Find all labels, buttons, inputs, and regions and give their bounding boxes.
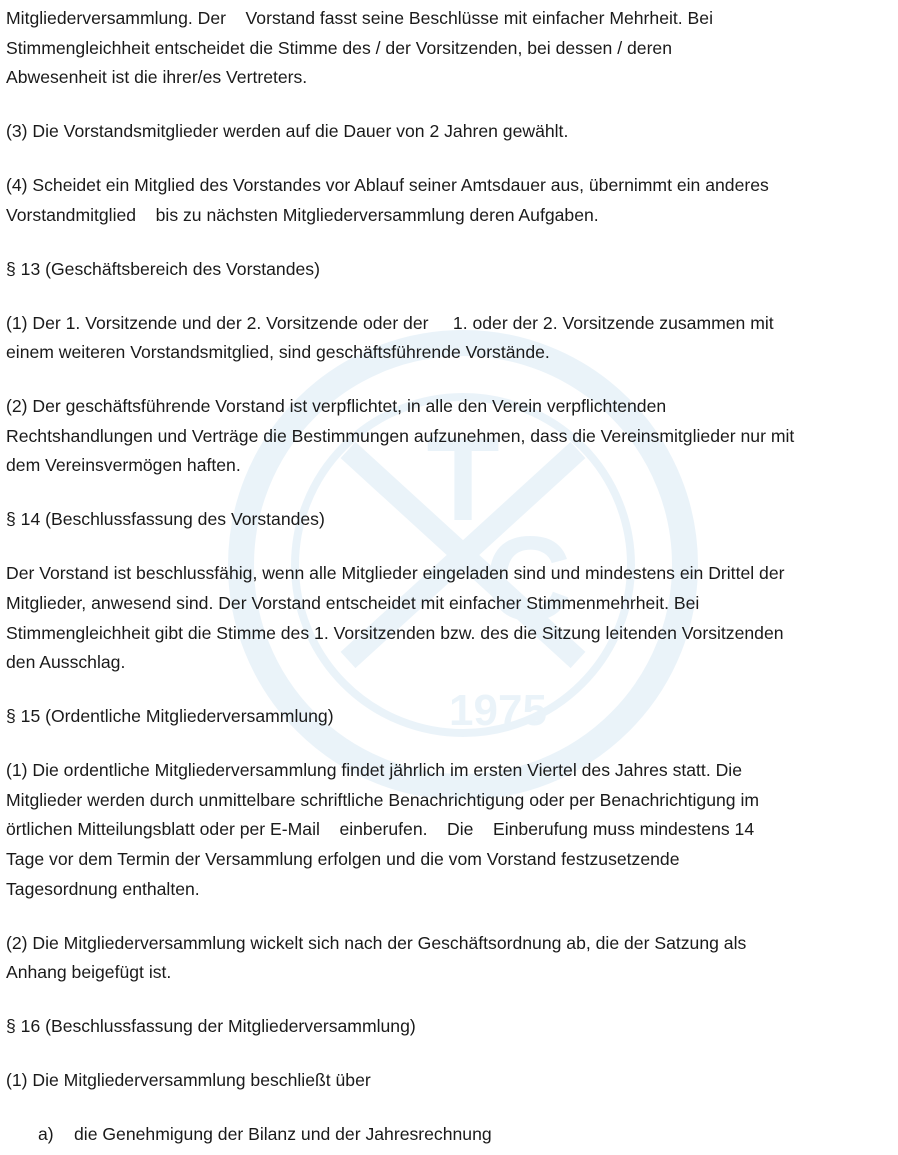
text-line: dem Vereinsvermögen haften. [6, 455, 241, 476]
text-line: (2) Der geschäftsführende Vorstand ist verpflichtet, in alle den Verein verpflichtenden [6, 396, 667, 417]
text-line: (3) Die Vorstandsmitglieder werden auf die Dauer von 2 Jahren gewählt. [6, 121, 569, 142]
text-line: (1) Die Mitgliederversammlung beschließt über [6, 1070, 371, 1091]
text-line: Stimmengleichheit gibt die Stimme des 1. Vorsitzenden bzw. des die Sitzung leitenden Vorsitzenden [6, 622, 784, 643]
text-line: Der Vorstand ist beschlussfähig, wenn alle Mitglieder eingeladen sind und mindestens ein Drittel der [6, 563, 785, 584]
text-line: Tagesordnung enthalten. [6, 878, 200, 899]
text-line: Mitglieder werden durch unmittelbare schriftliche Benachrichtigung oder per Benachrichtigung im [6, 789, 760, 810]
text-line: örtlichen Mitteilungsblatt oder per E-Mail einberufen. Die Einberufung muss mindestens 14 [6, 819, 755, 840]
watermark-year: 1975 [449, 686, 547, 735]
document-page [6, 4, 894, 1150]
text-line: Anhang beigefügt ist. [6, 962, 172, 983]
text-line: Stimmengleichheit entscheidet die Stimme des / der Vorsitzenden, bei dessen / deren [6, 37, 673, 58]
text-line: (2) Die Mitgliederversammlung wickelt sich nach der Geschäftsordnung ab, die der Satzung als [6, 932, 747, 953]
section-heading: § 16 (Beschlussfassung der Mitgliederversammlung) [6, 1016, 416, 1037]
text-line: (1) Die ordentliche Mitgliederversammlung findet jährlich im ersten Viertel des Jahres statt. Die [6, 760, 742, 781]
text-line: (1) Der 1. Vorsitzende und der 2. Vorsitzende oder der 1. oder der 2. Vorsitzende zusammen mit [6, 312, 774, 333]
text-line: Rechtshandlungen und Verträge die Bestimmungen aufzunehmen, dass die Vereinsmitglieder nur mit [6, 425, 795, 446]
text-line: einem weiteren Vorstandsmitglied, sind geschäftsführende Vorstände. [6, 342, 550, 363]
section-heading: § 15 (Ordentliche Mitgliederversammlung) [6, 706, 334, 727]
text-line: Tage vor dem Termin der Versammlung erfolgen und die vom Vorstand festzusetzende [6, 848, 680, 869]
section-heading: § 14 (Beschlussfassung des Vorstandes) [6, 509, 325, 530]
text-line: den Ausschlag. [6, 652, 126, 673]
text-line: Vorstandmitglied bis zu nächsten Mitgliederversammlung deren Aufgaben. [6, 204, 599, 225]
text-line: Abwesenheit ist die ihrer/es Vertreters. [6, 67, 308, 88]
text-line: Mitglieder, anwesend sind. Der Vorstand entscheidet mit einfacher Stimmenmehrheit. Bei [6, 593, 700, 614]
list-marker: a) [38, 1124, 54, 1145]
watermark-letter-c: C [484, 512, 572, 646]
text-line: (4) Scheidet ein Mitglied des Vorstandes vor Ablauf seiner Amtsdauer aus, übernimmt ein anderes [6, 175, 769, 196]
section-heading: § 13 (Geschäftsbereich des Vorstandes) [6, 258, 320, 279]
list-item [6, 1120, 894, 1150]
text-line: Mitgliederversammlung. Der Vorstand fasst seine Beschlüsse mit einfacher Mehrheit. Bei [6, 8, 713, 28]
list-item-text: die Genehmigung der Bilanz und der Jahresrechnung [74, 1124, 492, 1145]
watermark-letter-t: T [426, 412, 500, 546]
